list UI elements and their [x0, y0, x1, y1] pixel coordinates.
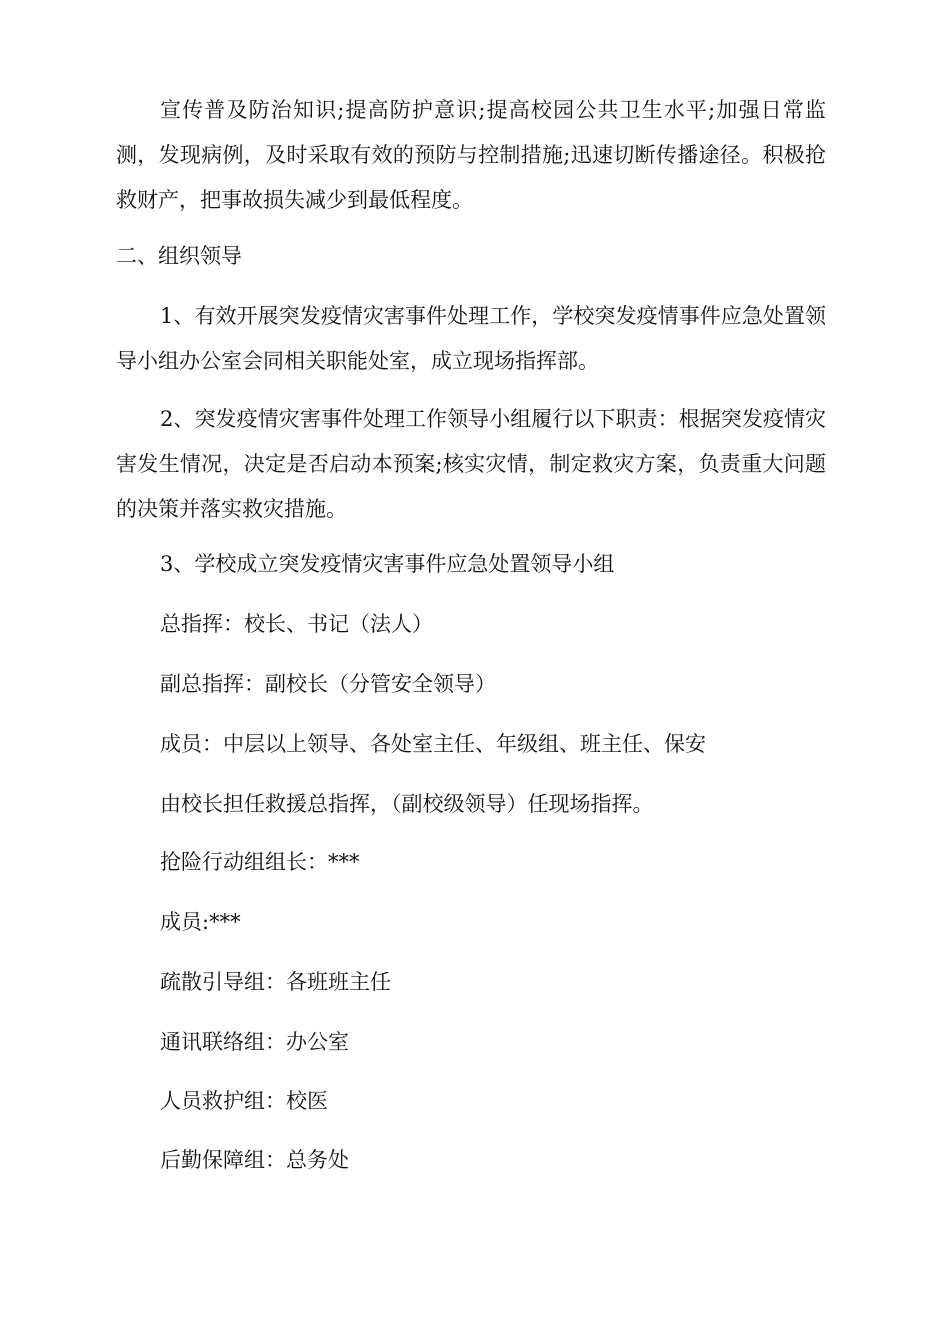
roster-line: 通讯联络组：办公室	[160, 1030, 349, 1054]
roster-line: 成员:***	[160, 910, 241, 934]
roster-line: 成员：中层以上领导、各处室主任、年级组、班主任、保安	[160, 732, 706, 756]
roster-line: 人员救护组：校医	[160, 1089, 328, 1113]
item-3-paragraph: 3、学校成立突发疫情灾害事件应急处置领导小组	[160, 552, 615, 576]
roster-line: 副总指挥：副校长（分管安全领导）	[160, 672, 496, 696]
intro-paragraph: 宣传普及防治知识;提高防护意识;提高校园公共卫生水平;加强日常监测，发现病例，及时采取有效的预防与控制措施;迅速切断传播途径。积极抢救财产，把事故损失减少到最低程度。	[116, 98, 826, 212]
roster-line: 总指挥：校长、书记（法人）	[160, 612, 433, 636]
roster-line: 由校长担任救援总指挥，（副校级领导）任现场指挥。	[160, 792, 654, 816]
item-2-paragraph: 2、突发疫情灾害事件处理工作领导小组履行以下职责：根据突发疫情灾害发生情况，决定是否启动本预案;核实灾情，制定救灾方案，负责重大问题的决策并落实救灾措施。	[116, 407, 826, 521]
section-heading-organization: 二、组织领导	[116, 244, 242, 268]
item-1-paragraph: 1、有效开展突发疫情灾害事件处理工作，学校突发疫情事件应急处置领导小组办公室会同相关职能处室，成立现场指挥部。	[116, 304, 826, 373]
roster-line: 抢险行动组组长：***	[160, 850, 360, 874]
roster-line: 疏散引导组：各班班主任	[160, 970, 391, 994]
roster-line: 后勤保障组：总务处	[160, 1148, 349, 1172]
